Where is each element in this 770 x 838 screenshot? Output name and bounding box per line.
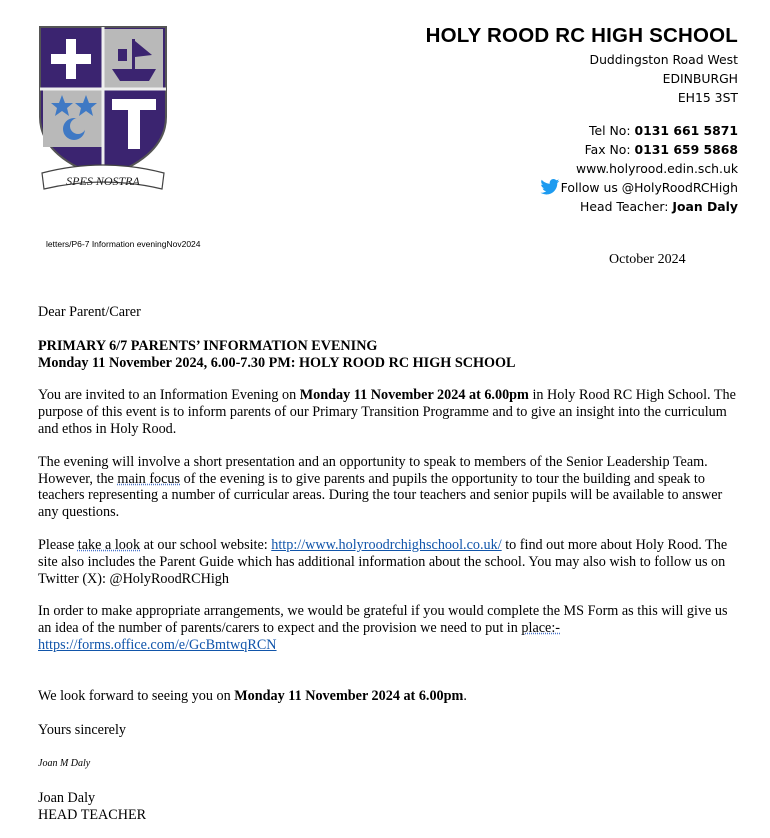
- text: We look forward to seeing you on: [38, 687, 235, 704]
- text: to find out more about Holy Rood. The site also includes the Parent Guide which has additional information about the school. You may also wish to follow us on Twitter (X): @HolyRoodRCHigh: [38, 536, 728, 587]
- letter-title: PRIMARY 6/7 PARENTS’ INFORMATION EVENING: [38, 337, 378, 354]
- text: at our school website:: [140, 536, 272, 553]
- address-line: EDINBURGH: [662, 71, 738, 86]
- event-date-bold: Monday 11 November 2024 at 6.00pm: [299, 387, 529, 404]
- address-line: Duddingston Road West: [589, 52, 738, 67]
- tel-label: Tel No:: [589, 123, 631, 138]
- paragraph-invitation: [38, 387, 743, 437]
- text: In order to make appropriate arrangements, we would be grateful if you would complete the MS Form as this will give us an idea of the number of parents/carers to expect and the provision we need to put in: [38, 603, 728, 637]
- event-date-bold: Monday 11 November 2024 at 6.00pm: [234, 687, 464, 704]
- twitter-handle: Follow us @HolyRoodRCHigh: [560, 180, 738, 195]
- spellcheck-flag: take a look: [77, 536, 141, 553]
- tel-number: 0131 661 5871: [634, 123, 738, 138]
- twitter-line[interactable]: [540, 178, 738, 197]
- spellcheck-flag: place:-: [521, 620, 560, 637]
- head-teacher-name: Joan Daly: [672, 199, 738, 214]
- closing: Yours sincerely: [38, 721, 127, 738]
- text: Please: [38, 536, 78, 553]
- school-website-link[interactable]: http://www.holyroodrchighschool.co.uk/: [271, 536, 502, 553]
- school-crest: [38, 25, 168, 195]
- paragraph-closing: [38, 688, 743, 705]
- text: .: [463, 687, 467, 704]
- signature: Joan M Daly: [38, 758, 91, 770]
- website[interactable]: www.holyrood.edin.sch.uk: [575, 161, 738, 176]
- school-address: [590, 50, 738, 107]
- text: You are invited to an Information Evening on: [38, 387, 300, 404]
- salutation: Dear Parent/Carer: [38, 304, 141, 320]
- head-teacher-label: Head Teacher:: [580, 199, 669, 214]
- spellcheck-flag: main focus: [117, 470, 181, 487]
- head-teacher-line: [540, 197, 738, 216]
- contact-block: [540, 121, 738, 216]
- signer-title: HEAD TEACHER: [38, 806, 147, 823]
- text: in Holy Rood RC High School. The purpose of this event is to inform parents of our Primary Transition Programme and to give an insight into the curriculum and ethos in Holy Rood.: [38, 387, 736, 437]
- letter-date: October 2024: [609, 252, 686, 267]
- ms-form-link[interactable]: https://forms.office.com/e/GcBmtwqRCN: [38, 636, 277, 653]
- letter-subtitle: Monday 11 November 2024, 6.00-7.30 PM: HOLY ROOD RC HIGH SCHOOL: [38, 354, 516, 371]
- paragraph-website: [38, 537, 743, 587]
- twitter-bird-icon: [540, 179, 560, 195]
- text: The evening will involve a short presentation and an opportunity to speak to members of the Senior Leadership Team. However, the: [38, 453, 708, 487]
- signer-name: Joan Daly: [38, 790, 96, 807]
- fax-line: [540, 140, 738, 159]
- text: of the evening is to give parents and pupils the opportunity to tour the building and speak to teachers representing a number of curricular areas. During the tour teachers and senior pupils will be available to answer any questions.: [38, 470, 723, 521]
- paragraph-form: [38, 603, 743, 653]
- tel-line: [540, 121, 738, 140]
- address-line: EH15 3ST: [677, 90, 738, 105]
- crest-motto: SPES NOSTRA: [66, 174, 140, 188]
- fax-label: Fax No:: [584, 142, 631, 157]
- fax-number: 0131 659 5868: [634, 142, 738, 157]
- letter-body: [38, 304, 743, 824]
- paragraph-evening: [38, 454, 743, 521]
- school-name: HOLY ROOD RC HIGH SCHOOL: [425, 24, 738, 47]
- letter-reference: letters/P6-7 Information eveningNov2024: [46, 239, 201, 249]
